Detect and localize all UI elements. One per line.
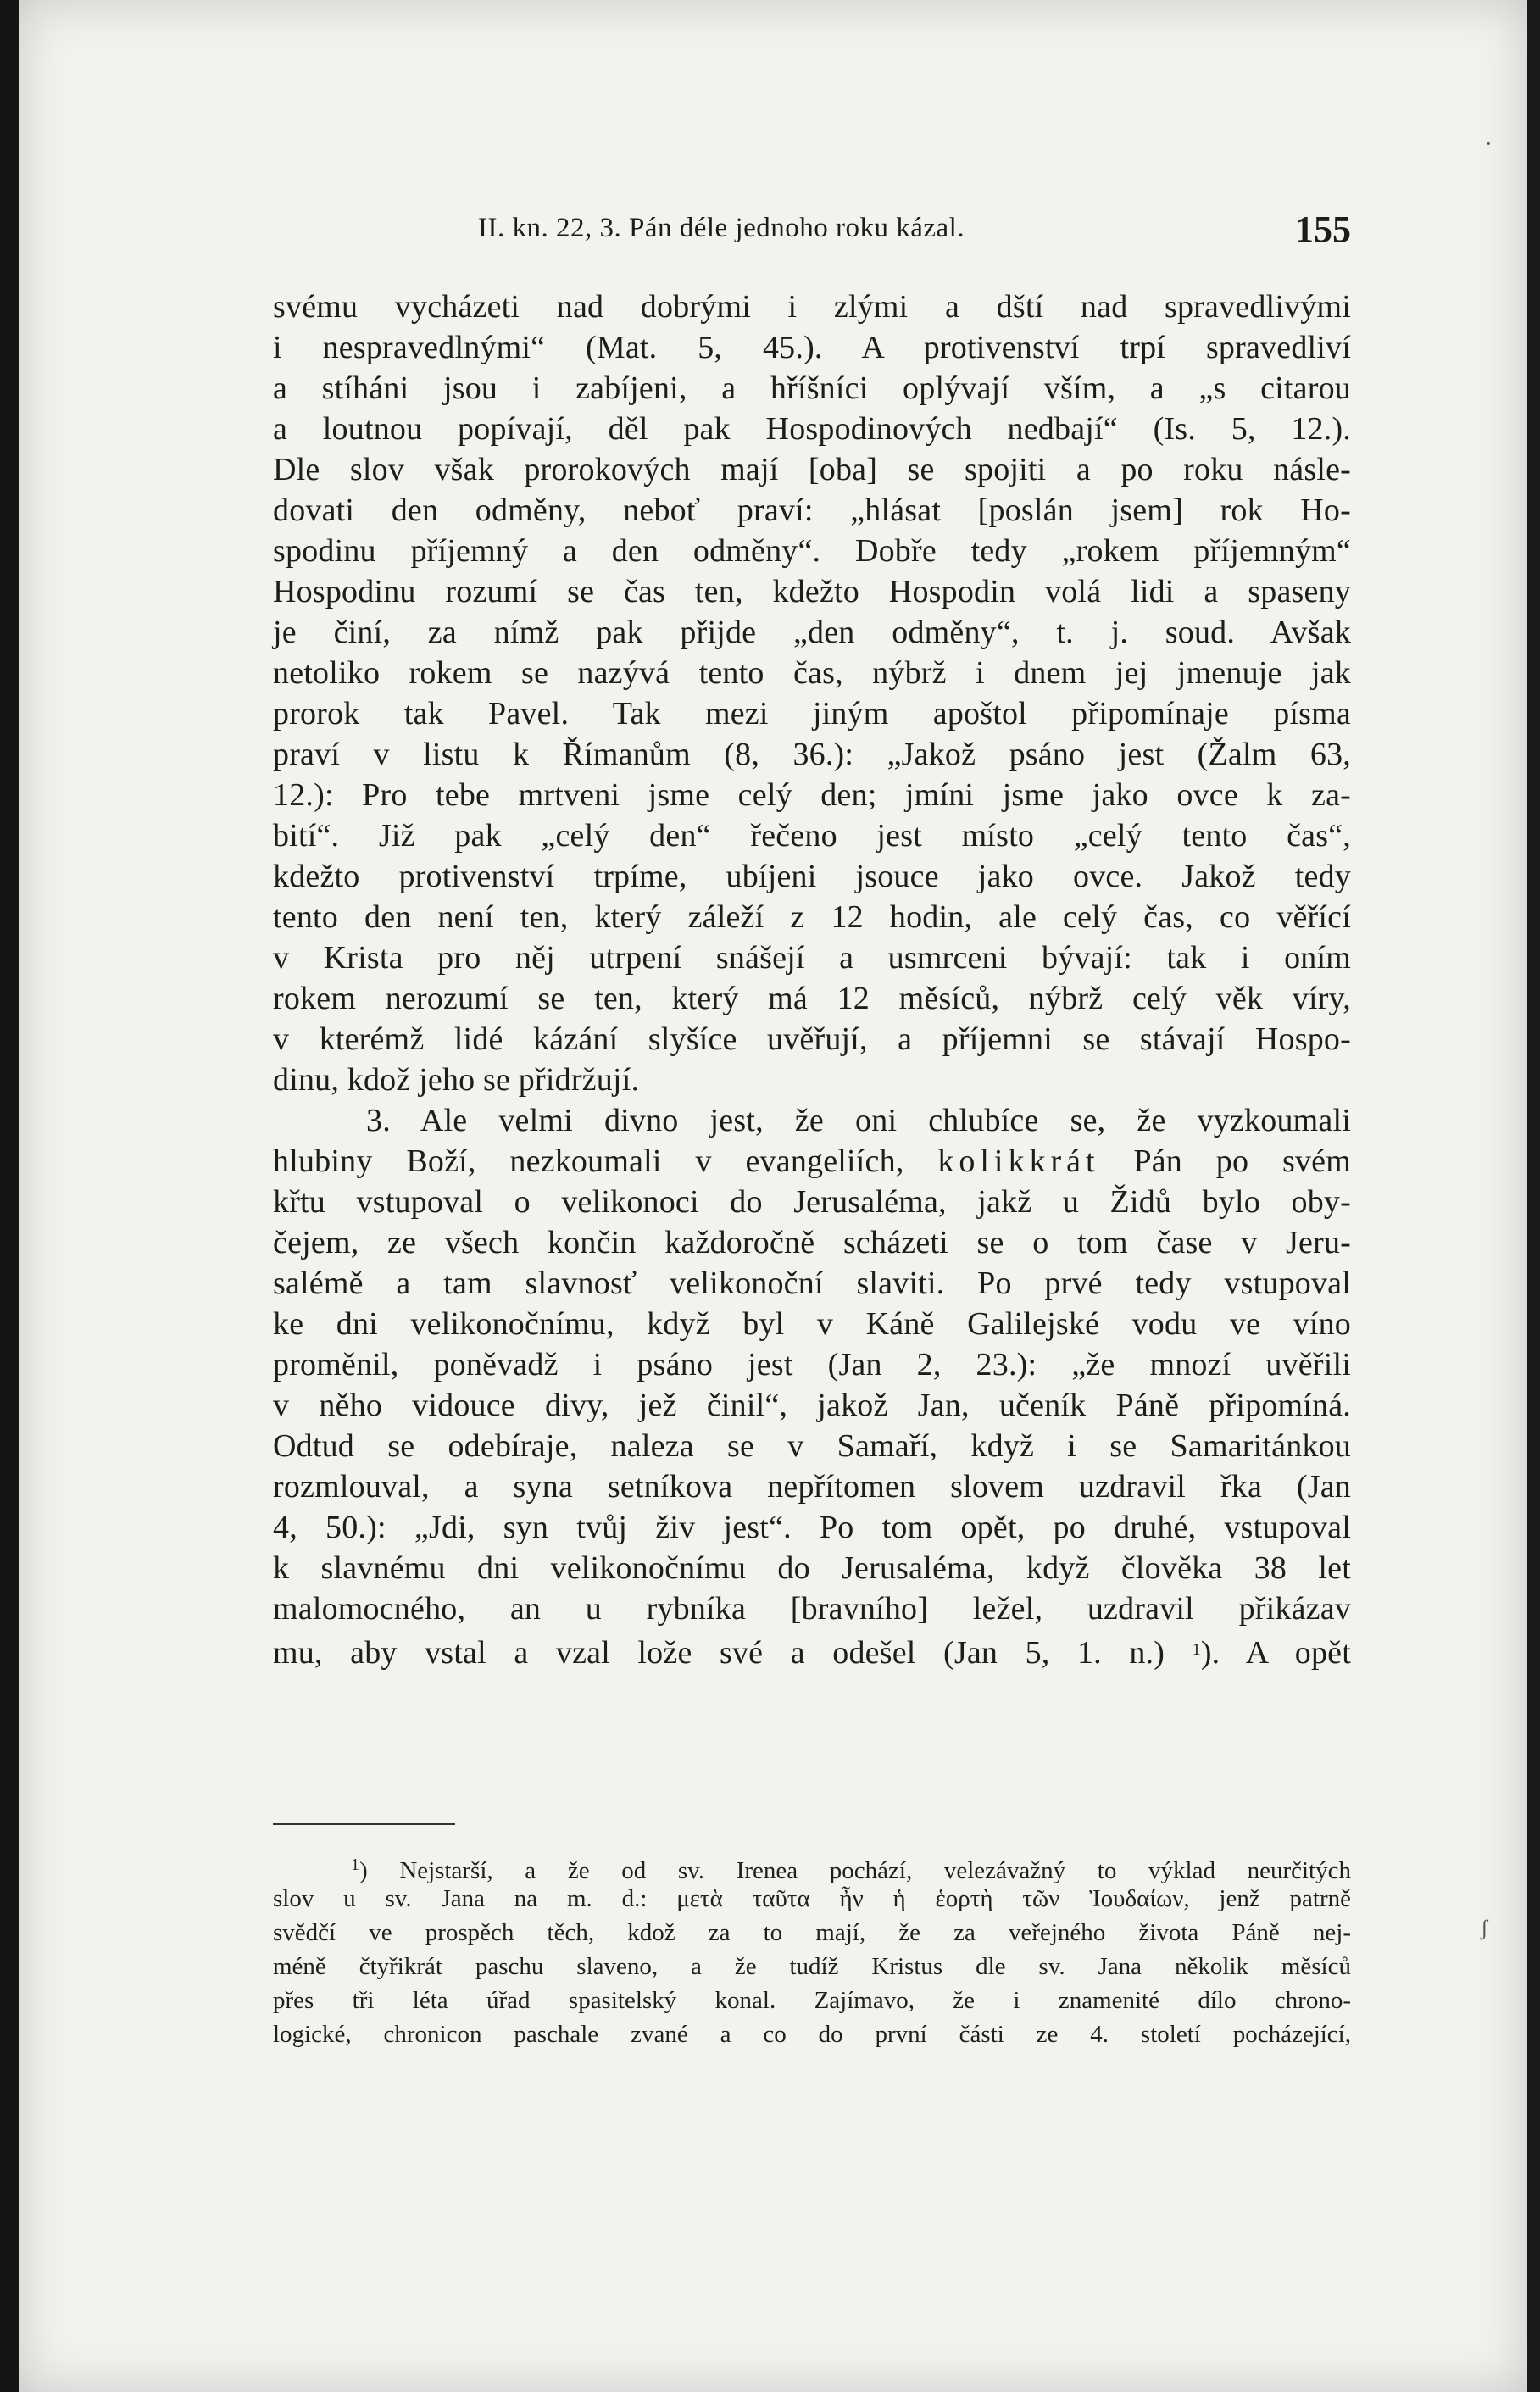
scan-edge	[1527, 0, 1540, 2392]
text-line: v kterémž lidé kázání slyšíce uvěřují, a příjemni se stávají Hospo-	[273, 1021, 1351, 1057]
footnote-line: logické, chronicon paschale zvané a co do první části ze 4. století pocházející,	[273, 2021, 1351, 2048]
text-line: čejem, ze všech končin každoročně scházeti se o tom čase v Jeru-	[273, 1225, 1351, 1260]
text-line: bití“. Již pak „celý den“ řečeno jest místo „celý tento čas“,	[273, 818, 1351, 854]
page-header	[461, 208, 1351, 259]
text-line-paragraph-end: dinu, kdož jeho se přidržují.	[273, 1062, 640, 1098]
footnote-line: méně čtyřikrát paschu slaveno, a že tudíž Kristus dle sv. Jana několik měsíců	[273, 1953, 1351, 1980]
text-line: prorok tak Pavel. Tak mezi jiným apoštol připomínaje písma	[273, 696, 1351, 732]
text-line: a stíháni jsou i zabíjeni, a hříšníci oplývají vším, a „s citarou	[273, 370, 1351, 406]
text-line: Dle slov však prorokových mají [oba] se spojiti a po roku násle-	[273, 452, 1351, 487]
running-head: II. kn. 22, 3. Pán déle jednoho roku kázal.	[478, 213, 965, 243]
text-fragment: mu, aby vstal a vzal lože své a odešel (Jan 5, 1. n.)	[273, 1635, 1165, 1671]
scan-speck: ·	[1485, 131, 1493, 156]
footnotes	[273, 1848, 1351, 2051]
text-line: 4, 50.): „Jdi, syn tvůj živ jest“. Po tom opět, po druhé, vstupoval	[273, 1510, 1351, 1545]
paragraph-3-first-line: 3. Ale velmi divno jest, že oni chlubíce se, že vyzkoumali	[366, 1103, 1351, 1138]
text-line: Hospodinu rozumí se čas ten, kdežto Hospodin volá lidi a spaseny	[273, 574, 1351, 609]
text-line: k slavnému dni velikonočnímu do Jerusaléma, když člověka 38 let	[273, 1550, 1351, 1586]
text-line: Odtud se odebíraje, naleza se v Samaří, když i se Samaritánkou	[273, 1428, 1351, 1464]
spaced-emphasis: kolikkrát	[937, 1143, 1100, 1179]
footnote-separator	[273, 1823, 455, 1825]
text-line: dovati den odměny, neboť praví: „hlásat [poslán jsem] rok Ho-	[273, 492, 1351, 528]
footnote-line: svědčí ve prospěch těch, kdož za to mají, že za veřejného života Páně nej-	[273, 1919, 1351, 1946]
text-line: salémě a tam slavnosť velikonoční slaviti. Po prvé tedy vstupoval	[273, 1266, 1351, 1301]
text-line: rokem nerozumí se ten, který má 12 měsíců, nýbrž celý věk víry,	[273, 981, 1351, 1016]
footnote-line	[273, 1848, 1351, 1882]
footnote-marker: 1	[351, 1855, 359, 1874]
text-line: svému vycházeti nad dobrými i zlými a dští nad spravedlivými	[273, 289, 1351, 325]
text-line: křtu vstupoval o velikonoci do Jerusaléma, jakž u Židů bylo oby-	[273, 1184, 1351, 1220]
text-line: v něho vidouce divy, jež činil“, jakož Jan, učeník Páně připomíná.	[273, 1388, 1351, 1423]
scanned-page	[19, 0, 1527, 2392]
text-line: a loutnou popívají, děl pak Hospodinových nedbají“ (Is. 5, 12.).	[273, 411, 1351, 447]
text-line: tento den není ten, který záleží z 12 hodin, ale celý čas, co věřící	[273, 899, 1351, 935]
text-line: rozmlouval, a syna setníkova nepřítomen slovem uzdravil řka (Jan	[273, 1469, 1351, 1505]
text-fragment: ). A opět	[1200, 1635, 1351, 1671]
text-line: v Krista pro něj utrpení snášejí a usmrceni bývají: tak i oním	[273, 940, 1351, 976]
text-line: i nespravedlnými“ (Mat. 5, 45.). A protivenství trpí spravedliví	[273, 330, 1351, 365]
text-fragment: Pán po svém	[1133, 1143, 1351, 1179]
body-text	[273, 286, 1351, 1670]
text-line: 12.): Pro tebe mrtveni jsme celý den; jmíni jsme jako ovce k za-	[273, 777, 1351, 813]
text-line: netoliko rokem se nazývá tento čas, nýbrž i dnem jej jmenuje jak	[273, 655, 1351, 691]
text-line: je činí, za nímž pak přijde „den odměny“, t. j. soud. Avšak	[273, 615, 1351, 650]
text-line: kdežto protivenství trpíme, ubíjeni jsouce jako ovce. Jakož tedy	[273, 859, 1351, 894]
text-fragment: ) Nejstarší, a že od sv. Irenea pochází, velezávažný to výklad neurčitých	[359, 1857, 1351, 1884]
footnote-line: přes tři léta úřad spasitelský konal. Zajímavo, že i znamenité dílo chrono-	[273, 1987, 1351, 2014]
text-line: ke dni velikonočnímu, když byl v Káně Galilejské vodu ve víno	[273, 1306, 1351, 1342]
text-line	[273, 1141, 1351, 1182]
text-line: proměnil, poněvadž i psáno jest (Jan 2, 23.): „že mnozí uvěřili	[273, 1347, 1351, 1382]
footnote-line: slov u sv. Jana na m. d.: μετὰ ταῦτα ἦν ἡ ἑορτὴ τῶν Ἰουδαίων, jenž patrně	[273, 1885, 1351, 1912]
text-line: praví v listu k Římanům (8, 36.): „Jakož psáno jest (Žalm 63,	[273, 737, 1351, 772]
scan-speck: ʃ	[1481, 1916, 1488, 1940]
footnote-reference[interactable]: 1	[1192, 1640, 1201, 1659]
text-line	[273, 1629, 1351, 1670]
page-number: 155	[1295, 209, 1351, 250]
text-line: spodinu příjemný a den odměny“. Dobře tedy „rokem příjemným“	[273, 533, 1351, 569]
text-fragment: hlubiny Boží, nezkoumali v evangeliích,	[273, 1143, 904, 1179]
text-line: malomocného, an u rybníka [bravního] ležel, uzdravil přikázav	[273, 1591, 1351, 1627]
